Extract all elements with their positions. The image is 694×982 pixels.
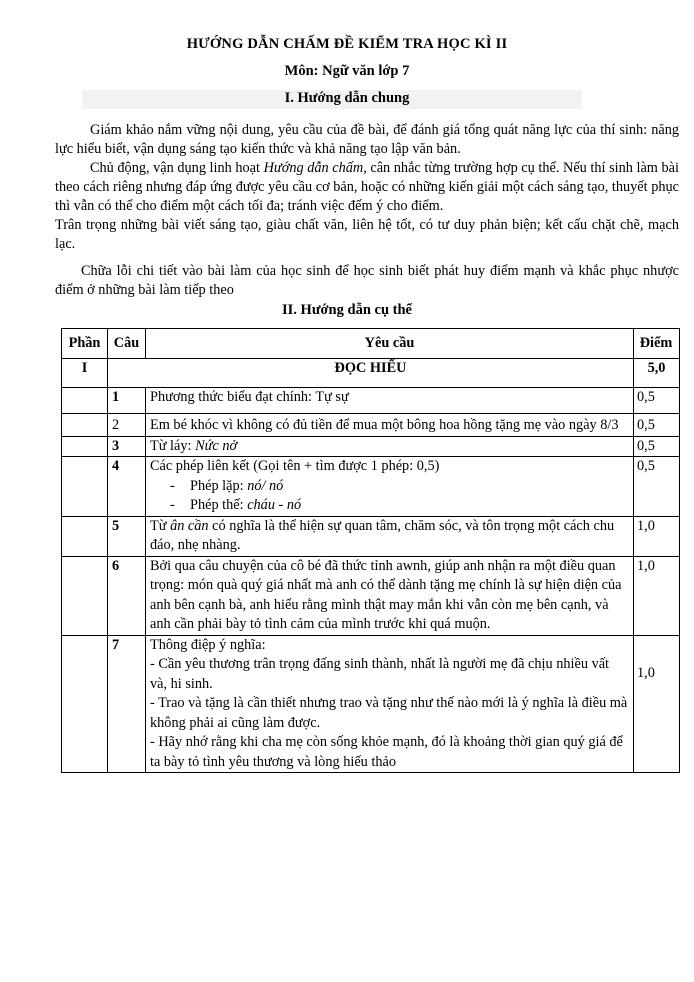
answer-text-a: Từ xyxy=(150,517,171,534)
table-row xyxy=(62,516,680,556)
general-paragraph-3: Trân trọng những bài viết sáng tạo, giàu chất văn, liên hệ tốt, có tư duy phản biện; kết cấu chặt chẽ, mạch lạc. xyxy=(55,217,679,252)
answer-emphasis: ân cần xyxy=(170,517,209,534)
header-question: Câu xyxy=(108,329,146,359)
list-item-label: Phép lặp: xyxy=(190,477,248,494)
answer-text: Phương thức biểu đạt chính: Tự sự xyxy=(146,388,634,414)
general-paragraph-2 xyxy=(55,159,679,216)
general-paragraph-2-text-b: , cân nhắc từng trường hợp cụ thể. Nếu thí sinh làm bài theo cách riêng nhưng đáp ứng được yêu cầu cơ bản, hoặc có những kiến giải một cách sáng tạo, thuyết phục thì vẫn có thể cho điểm một cách tối đa; tránh việc đếm ý cho điểm. xyxy=(55,160,679,214)
list-item xyxy=(170,477,629,497)
answer-lead: Các phép liên kết (Gọi tên + tìm được 1 phép: 0,5) xyxy=(150,458,440,474)
answer-score: 0,5 xyxy=(634,414,680,437)
table-row xyxy=(62,388,680,414)
table-row xyxy=(62,635,680,773)
section-title: ĐỌC HIỂU xyxy=(108,359,634,388)
section-general-heading: I. Hướng dẫn chung xyxy=(284,90,410,106)
question-number: 7 xyxy=(108,635,146,773)
section-row xyxy=(62,359,680,388)
subject-line: Môn: Ngữ văn lớp 7 xyxy=(284,63,410,79)
table-row xyxy=(62,556,680,635)
question-number: 1 xyxy=(108,388,146,414)
answer-text xyxy=(146,457,634,517)
document-title: HƯỚNG DẪN CHẤM ĐỀ KIỂM TRA HỌC KÌ II xyxy=(186,36,508,52)
general-paragraph-2-text-a: Chủ động, vận dụng linh hoạt xyxy=(90,160,264,176)
general-paragraph-1 xyxy=(55,121,679,159)
section-specific-heading: II. Hướng dẫn cụ thể xyxy=(282,302,412,318)
list-item-emphasis: nó/ nó xyxy=(247,477,284,494)
answer-text-b: có nghĩa là thể hiện sự quan tâm, chăm sóc, và tôn trọng một cách chu đáo, nhẹ nhàng. xyxy=(150,517,615,553)
answer-text xyxy=(146,516,634,556)
list-item-emphasis: cháu - nó xyxy=(247,497,302,513)
answer-score: 0,5 xyxy=(634,388,680,414)
message-point: - Hãy nhớ rằng khi cha mẹ còn sống khỏe mạnh, đó là khoảng thời gian quý giá để ta bày tỏ tình yêu thương và lòng hiếu thảo xyxy=(150,734,623,770)
header-part: Phần xyxy=(62,329,108,359)
section-score: 5,0 xyxy=(634,359,680,388)
header-requirement: Yêu cầu xyxy=(146,329,634,359)
answer-text-a: Từ láy: xyxy=(150,437,196,454)
guide-emphasis: Hướng dẫn chấm xyxy=(263,160,364,176)
header-score: Điểm xyxy=(634,329,680,359)
answer-text xyxy=(146,436,634,457)
list-item xyxy=(170,496,629,516)
grading-table xyxy=(61,328,680,773)
general-paragraph-4-text: Chữa lỗi chi tiết vào bài làm của học sinh để học sinh biết phát huy điểm mạnh và khắc phục nhược điểm ở những bài làm tiếp theo xyxy=(55,263,679,298)
list-item-label: Phép thế: xyxy=(190,497,248,513)
question-number: 6 xyxy=(108,556,146,635)
answer-score: 1,0 xyxy=(634,635,680,773)
question-number: 4 xyxy=(108,457,146,517)
message-point: - Trao và tặng là cần thiết nhưng trao và tặng như thế nào mới là ý nghĩa là điều mà không phải ai cũng làm được. xyxy=(150,695,628,731)
answer-score: 1,0 xyxy=(634,516,680,556)
table-header-row xyxy=(62,329,680,359)
table-row xyxy=(62,457,680,517)
answer-text xyxy=(146,635,634,773)
table-row xyxy=(62,436,680,457)
question-number: 5 xyxy=(108,516,146,556)
answer-text: Bởi qua câu chuyện của cô bé đã thức tỉnh awnh, giúp anh nhận ra một điều quan trọng: món quà quý giá nhất mà anh có thể dành tặng mẹ chính là sự hiện diện của anh bên cạnh bà, anh hiểu rằng mình thật may mắn khi vẫn còn mẹ bên cạnh, và anh cần phải bày tỏ tình cảm của mình trước khi quá muộn. xyxy=(146,556,634,635)
question-number: 3 xyxy=(108,436,146,457)
answer-score: 0,5 xyxy=(634,457,680,517)
message-heading: Thông điệp ý nghĩa: xyxy=(150,636,266,653)
answer-score: 1,0 xyxy=(634,556,680,635)
general-paragraph-1-text: Giám khảo nắm vững nội dung, yêu cầu của đề bài, để đánh giá tổng quát năng lực của thí sinh: năng lực hiểu biết, vận dụng sáng tạo kiến thức và khả năng tạo lập văn bản. xyxy=(55,122,679,157)
message-point: - Cần yêu thương trân trọng đấng sinh thành, nhất là người mẹ đã chịu nhiều vất và, hi sinh. xyxy=(150,656,610,692)
question-number: 2 xyxy=(108,414,146,437)
section-part: I xyxy=(62,359,108,388)
answer-text: Em bé khóc vì không có đủ tiền để mua một bông hoa hồng tặng mẹ vào ngày 8/3 xyxy=(146,414,634,437)
general-paragraph-4 xyxy=(55,262,679,300)
table-row xyxy=(62,414,680,437)
link-list xyxy=(150,477,629,516)
answer-emphasis: Nức nở xyxy=(195,437,238,454)
answer-score: 0,5 xyxy=(634,436,680,457)
